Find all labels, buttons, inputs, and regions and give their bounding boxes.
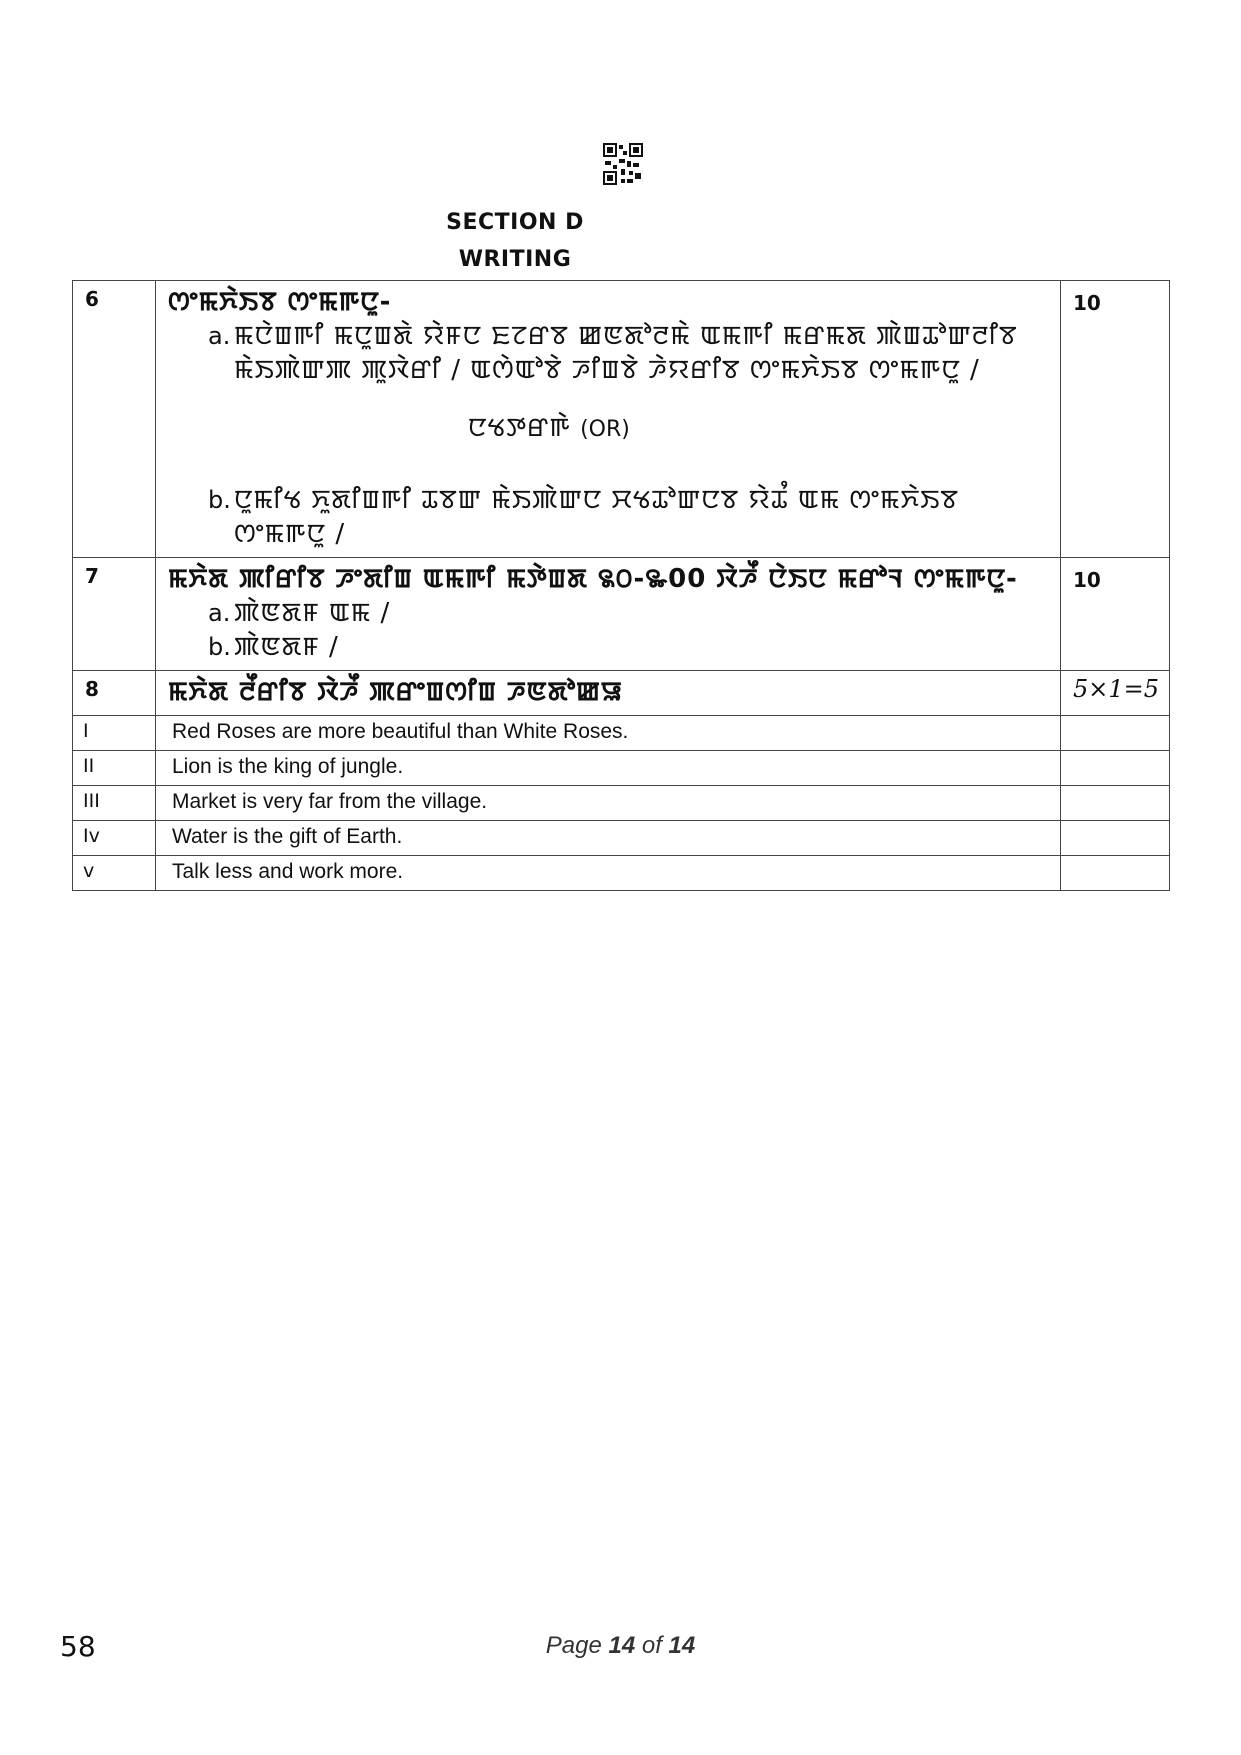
sentence-text: Red Roses are more beautiful than White Roses. — [156, 716, 1061, 751]
page-current: 14 — [608, 1632, 636, 1659]
question-body — [156, 671, 1061, 716]
qr-code-icon — [603, 143, 643, 185]
option-label: a. — [208, 599, 231, 627]
question-option — [208, 483, 1050, 551]
section-title: SECTION D — [446, 210, 584, 235]
sentence-row — [73, 751, 1170, 786]
question-row — [73, 281, 1170, 558]
questions-table — [72, 280, 1170, 891]
question-marks: 5×1=5 — [1061, 671, 1170, 716]
sentence-marks-cell — [1061, 856, 1170, 891]
sentence-row — [73, 821, 1170, 856]
option-label: a. — [208, 322, 231, 350]
question-body — [156, 281, 1061, 558]
sentence-marks-cell — [1061, 786, 1170, 821]
page-prefix: Page — [545, 1632, 602, 1659]
sentence-text: Water is the gift of Earth. — [156, 821, 1061, 856]
sentence-number: I — [73, 716, 156, 751]
option-text: ꯅꯨꯃꯤꯠ ꯈꯨꯗꯤꯡꯒꯤ ꯊꯕꯛ ꯃꯥꯏꯄꯥꯛꯅ ꯆꯠꯊꯣꯛꯅꯕ ꯌꯥꯊꯪ ꯑꯃ ꯁꯦꯃꯈꯥꯏꯕ ꯁꯦꯃꯒꯅꯨ / — [234, 485, 959, 549]
question-number: 6 — [73, 281, 156, 558]
page-footer — [0, 1632, 1241, 1660]
question-number: 7 — [73, 558, 156, 671]
sentence-marks-cell — [1061, 716, 1170, 751]
question-row — [73, 558, 1170, 671]
question-option — [208, 319, 1050, 387]
question-heading: ꯃꯈꯥꯗ ꯂꯩꯔꯤꯕ ꯋꯥꯍꯩ ꯄꯔꯦꯡꯁꯤꯡ ꯍꯟꯗꯣꯀꯎ — [168, 677, 623, 707]
sentence-number: Iv — [73, 821, 156, 856]
question-heading: ꯃꯈꯥꯗ ꯄꯤꯔꯤꯕ ꯍꯦꯗꯤꯡ ꯑꯃꯒꯤ ꯃꯇꯥꯡꯗ ꯲꯰-꯳00 ꯋꯥꯍꯩ ꯅꯥꯏꯅ ꯃꯔꯣꯜ ꯁꯦꯃꯒꯅꯨ- — [168, 564, 1018, 594]
option-label: b. — [208, 486, 231, 514]
section-subtitle: WRITING — [458, 247, 572, 272]
paper-code: 58 — [60, 1630, 96, 1663]
page-total: 14 — [668, 1632, 696, 1659]
sentence-text: Talk less and work more. — [156, 856, 1061, 891]
sentence-number: III — [73, 786, 156, 821]
question-option — [208, 596, 1050, 630]
or-english: (OR) — [580, 417, 630, 442]
sentence-row — [73, 716, 1170, 751]
sentence-row — [73, 856, 1170, 891]
option-text: ꯃꯅꯥꯡꯒꯤ ꯃꯅꯨꯡꯗꯥ ꯌꯥꯝꯅ ꯐꯖꯔꯕ ꯀꯟꯗꯣꯂꯃꯥ ꯑꯃꯒꯤ ꯃꯔꯃꯗ ꯄꯥꯡꯊꯣꯛꯂꯤꯕ ꯃꯥꯏꯄꯥꯛꯄ ꯄꯨꯋꯥꯔꯤ / ꯑꯁꯥꯑꯣꯕꯥ ꯍꯤꯡꯕꯥ ꯍꯥꯌꯔꯤꯕ ꯁꯦꯃꯈꯥꯏꯕ ꯁꯦꯃꯒꯅꯨ / — [234, 321, 1018, 385]
page-of: of — [641, 1632, 662, 1659]
question-option — [208, 630, 1050, 664]
question-row — [73, 671, 1170, 716]
sentence-marks-cell — [1061, 751, 1170, 786]
sentence-text: Lion is the king of jungle. — [156, 751, 1061, 786]
question-marks: 10 — [1061, 558, 1170, 671]
option-text: ꯄꯥꯟꯗꯝ ꯑꯃ / — [234, 598, 391, 628]
or-separator — [468, 411, 1050, 447]
or-label: ꯅꯠꯇꯔꯒꯥ — [468, 413, 571, 443]
sentence-number: v — [73, 856, 156, 891]
sentence-row — [73, 786, 1170, 821]
question-heading: ꯁꯦꯃꯈꯥꯏꯕ ꯁꯦꯃꯒꯅꯨ- — [168, 287, 392, 317]
option-label: b. — [208, 633, 231, 661]
question-number: 8 — [73, 671, 156, 716]
question-body — [156, 558, 1061, 671]
option-text: ꯄꯥꯟꯗꯝ / — [234, 632, 339, 662]
sentence-marks-cell — [1061, 821, 1170, 856]
sentence-number: II — [73, 751, 156, 786]
question-marks: 10 — [1061, 281, 1170, 558]
sentence-text: Market is very far from the village. — [156, 786, 1061, 821]
